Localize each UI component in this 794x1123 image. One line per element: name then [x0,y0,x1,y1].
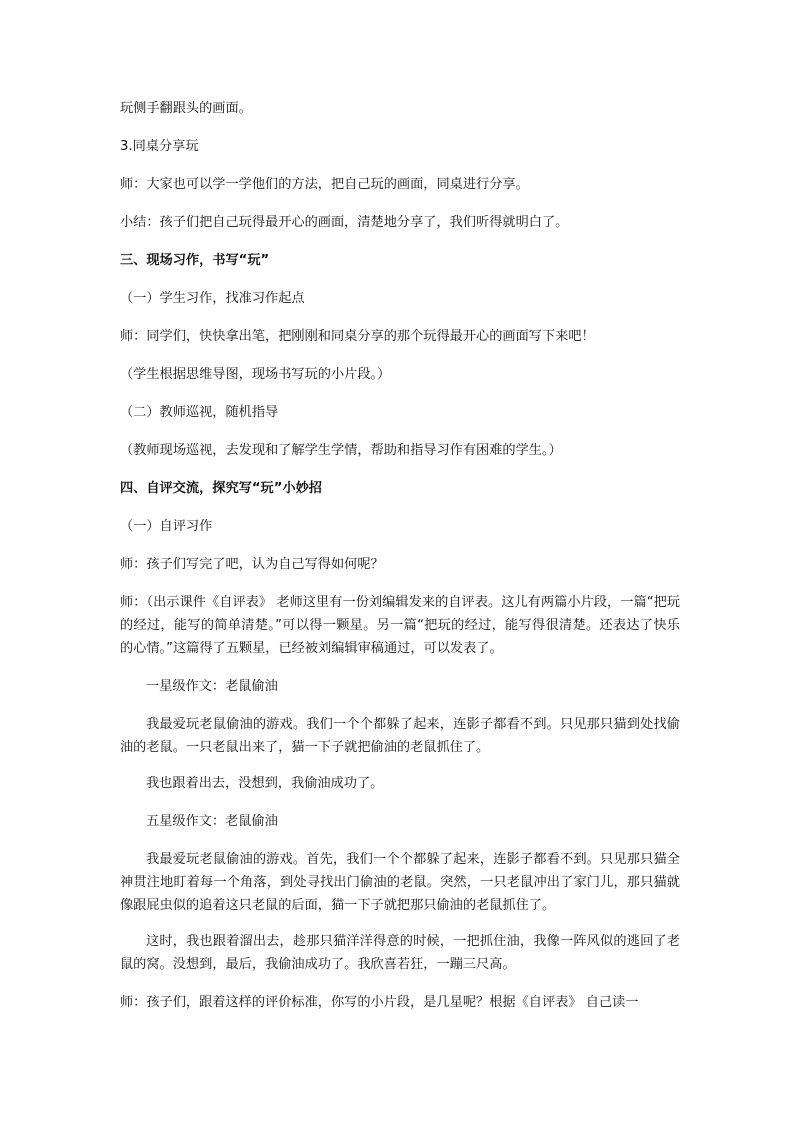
section-heading-4: 四、自评交流，探究写“玩”小妙招 [120,481,322,496]
teacher-line: 师：孩子们写完了吧，认为自己写得如何呢？ [120,557,384,572]
summary-line: 小结：孩子们把自己玩得最开心的画面，清楚地分享了，我们听得就明白了。 [120,215,569,230]
one-star-essay-paragraph: 我也跟着出去，没想到，我偷油成功了。 [146,776,384,791]
one-star-essay-paragraph: 我最爱玩老鼠偷油的游戏。我们一个个都躲了起来，连影子都看不到。只见那只猫到处找偷油的老鼠。一只老鼠出来了，猫一下子就把偷油的老鼠抓住了。 [120,717,680,755]
subheading-teacher-patrol: （二）教师巡视，随机指导 [120,405,279,420]
five-star-essay-title: 五星级作文：老鼠偷油 [146,814,278,829]
five-star-essay-paragraph: 这时，我也跟着溜出去，趁那只猫洋洋得意的时候，一把抓住油，我像一阵风似的逃回了老鼠的窝。没想到，最后，我偷油成功了。我欣喜若狂，一蹦三尺高。 [120,934,680,972]
subheading-student-writing: （一）学生习作，找准习作起点 [120,291,305,306]
five-star-essay-paragraph: 我最爱玩老鼠偷油的游戏。首先，我们一个个都躲了起来，连影子都看不到。只见那只猫全神贯注地盯着每一个角落，到处寻找出门偷油的老鼠。突然，一只老鼠冲出了家门儿，那只猫就像跟屁虫似的追着这只老鼠的后面，猫一下子就把那只偷油的老鼠抓住了。 [120,852,680,913]
subheading-deskmate-share: 3.同桌分享玩 [120,139,199,154]
document-body [120,97,680,1014]
teacher-line: 师：同学们，快快拿出笔，把刚刚和同桌分享的那个玩得最开心的画面写下来吧！ [120,329,595,344]
one-star-essay-title: 一星级作文：老鼠偷油 [146,679,278,694]
parenthetical-note: （教师现场巡视，去发现和了解学生学情，帮助和指导习作有困难的学生。） [120,443,562,458]
parenthetical-note: （学生根据思维导图，现场书写玩的小片段。） [120,367,391,382]
section-heading-3: 三、现场习作，书写“玩” [120,253,270,268]
teacher-line-long: 师：（出示课件《自评表》 老师这里有一份刘编辑发来的自评表。这儿有两篇小片段，一篇“把玩的经过，能写的简单清楚。”可以得一颗星。另一篇“把玩的经过，能写得很清楚。还表达了快乐的心情。”这篇得了五颗星，已经被刘编辑审稿通过，可以发表了。 [120,595,680,656]
paragraph-continuation: 玩侧手翻跟头的画面。 [120,101,252,116]
subheading-self-review: （一）自评习作 [120,519,213,534]
teacher-line: 师：大家也可以学一学他们的方法，把自己玩的画面，同桌进行分享。 [120,177,529,192]
teacher-line-final: 师：孩子们，跟着这样的评价标准，你写的小片段，是几星呢？根据《自评表》 自己读一 [120,995,639,1010]
